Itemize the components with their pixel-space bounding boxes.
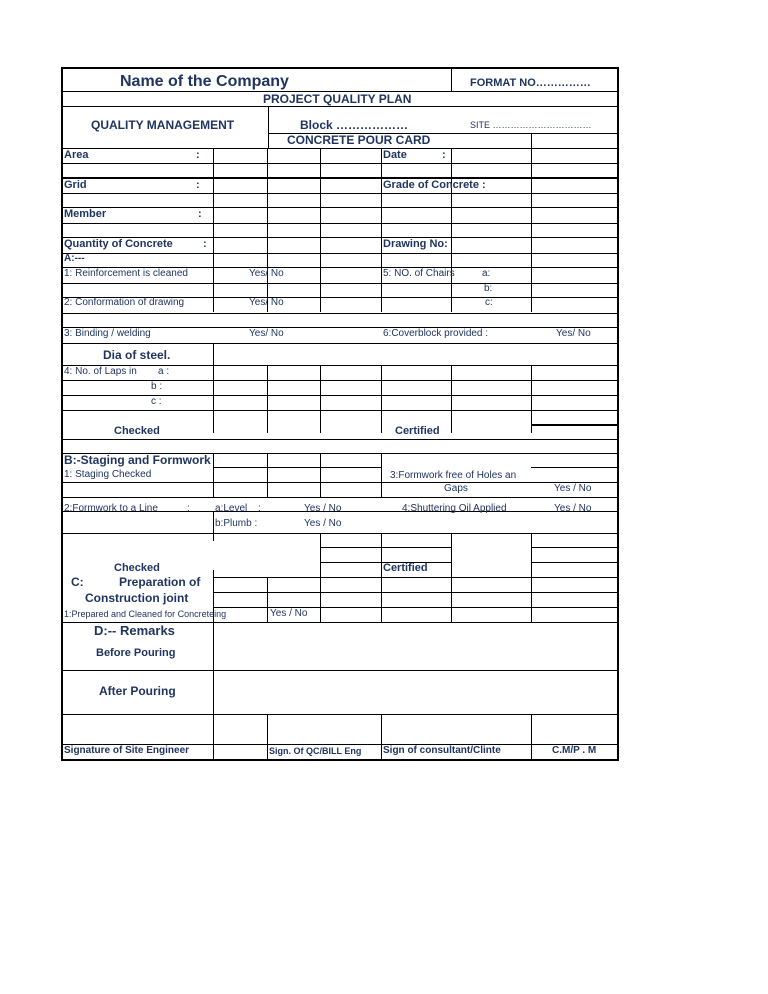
conformation-answer: Yes/ No: [249, 297, 284, 308]
vline: [213, 622, 214, 760]
vline: [451, 67, 452, 91]
section-d-title: D:-- Remarks: [94, 623, 175, 638]
hline: [61, 223, 619, 224]
section-c-title: C:: [71, 575, 84, 589]
vline: [320, 453, 321, 497]
level-label: a:Level: [215, 503, 248, 514]
site-engineer-signature: Signature of Site Engineer: [64, 745, 190, 756]
section-b-certified: Certified: [383, 562, 428, 574]
vline: [213, 148, 214, 312]
hline: [61, 207, 619, 208]
laps-c: c :: [151, 396, 162, 407]
reinforcement-label: 1: Reinforcement is cleaned: [64, 268, 188, 279]
shuttering-oil-label: 4:Shuttering Oil Applied: [402, 503, 507, 514]
drawing-label: Drawing No:: [383, 238, 448, 250]
hline: [61, 106, 619, 107]
area-colon: :: [196, 149, 200, 161]
reinforcement-answer: Yes/ No: [249, 268, 284, 279]
section-c-title-2: Preparation of: [119, 575, 201, 589]
laps-label: 4: No. of Laps in: [64, 366, 137, 377]
hline: [61, 410, 619, 411]
coverblock-answer: Yes/ No: [556, 328, 591, 339]
vline: [531, 714, 532, 760]
level-answer: Yes / No: [304, 503, 342, 514]
hline: [61, 482, 451, 483]
level-colon: :: [258, 503, 261, 514]
after-pouring-label: After Pouring: [99, 684, 176, 698]
vline: [267, 148, 268, 312]
vline: [451, 148, 452, 312]
prepared-answer: Yes / No: [270, 608, 308, 619]
plumb-label: b:Plumb :: [215, 518, 258, 529]
hline: [320, 547, 451, 548]
vline: [268, 106, 269, 148]
section-c-title-3: Construction joint: [85, 591, 189, 605]
laps-a: a :: [158, 366, 170, 377]
cmpm-signature: C.M/P . M: [552, 745, 597, 756]
hline: [61, 439, 619, 440]
chairs-a: a:: [482, 268, 491, 279]
vline: [320, 533, 321, 622]
formwork-line-label: 2:Formwork to a Line: [64, 503, 158, 514]
hline: [61, 395, 619, 396]
before-pouring-label: Before Pouring: [96, 647, 176, 659]
vline: [381, 714, 382, 760]
quantity-colon: :: [203, 238, 207, 250]
company-name: Name of the Company: [120, 73, 289, 90]
border-right: [617, 67, 619, 761]
laps-b: b :: [151, 381, 163, 392]
concrete-pour-card-form: [61, 67, 619, 761]
card-title: CONCRETE POUR CARD: [287, 133, 431, 147]
section-b-checked: Checked: [114, 562, 160, 574]
binding-answer: Yes/ No: [249, 328, 284, 339]
dia-steel-label: Dia of steel.: [103, 348, 171, 362]
binding-label: 3: Binding / welding: [64, 328, 151, 339]
vline: [381, 148, 382, 312]
border-left: [61, 67, 63, 761]
vline: [531, 533, 532, 622]
vline: [213, 511, 214, 541]
vline: [451, 365, 452, 433]
hline: [213, 592, 619, 593]
vline: [267, 365, 268, 433]
hline: [451, 482, 619, 483]
vline: [381, 365, 382, 433]
grid-colon: :: [196, 179, 200, 191]
border-top: [61, 67, 619, 69]
hline: [61, 380, 619, 381]
vline: [267, 714, 268, 760]
hline: [61, 313, 619, 314]
section-a-checked: Checked: [114, 425, 160, 437]
hline: [61, 177, 619, 179]
quality-management: QUALITY MANAGEMENT: [91, 118, 235, 132]
grade-label: Grade of Concrete :: [383, 179, 486, 191]
vline: [267, 453, 268, 497]
hline: [61, 365, 619, 366]
vline: [320, 365, 321, 433]
hline: [213, 467, 381, 468]
formwork-holes-label-2: Gaps: [444, 483, 468, 494]
vline: [531, 148, 532, 312]
hline: [61, 148, 619, 149]
hline: [61, 253, 619, 254]
border-bottom: [61, 759, 619, 761]
member-label: Member: [64, 208, 107, 220]
hline: [531, 467, 619, 468]
vline: [213, 453, 214, 497]
conformation-label: 2: Conformation of drawing: [64, 297, 185, 308]
member-colon: :: [198, 208, 202, 220]
chairs-label: 5: NO. of Chairs: [383, 268, 455, 279]
block-label: Block ………………: [300, 118, 409, 132]
hline: [213, 577, 619, 578]
hline: [61, 163, 619, 164]
hline: [61, 670, 619, 671]
hline: [531, 547, 619, 548]
quantity-label: Quantity of Concrete: [64, 238, 173, 250]
area-label: Area: [64, 149, 89, 161]
site-label: SITE ……………………………: [470, 120, 592, 130]
hline: [531, 562, 619, 563]
hline: [61, 193, 619, 194]
hline: [61, 343, 619, 344]
vline: [213, 343, 214, 433]
vline: [381, 453, 382, 497]
chairs-c: c:: [485, 297, 493, 308]
grid-label: Grid: [64, 179, 87, 191]
vline: [531, 133, 532, 148]
hline: [61, 714, 619, 715]
section-a-certified: Certified: [395, 425, 440, 437]
section-b-title: B:-Staging and Formwork: [64, 453, 211, 467]
plan-title: PROJECT QUALITY PLAN: [263, 92, 412, 106]
vline: [320, 148, 321, 312]
vline: [531, 365, 532, 433]
hline: [531, 424, 619, 426]
section-a-title: A:---: [64, 253, 85, 264]
consultant-signature: Sign of consultant/Clinte: [383, 745, 501, 756]
date-colon: :: [442, 149, 446, 161]
staging-label: 1: Staging Checked: [64, 469, 152, 480]
formwork-holes-answer: Yes / No: [554, 483, 592, 494]
vline: [267, 577, 268, 622]
prepared-label: 1:Prepared and Cleaned for Concreteing: [64, 609, 227, 619]
hline: [61, 533, 619, 534]
formwork-holes-label: 3:Formwork free of Holes an: [390, 470, 517, 481]
plumb-answer: Yes / No: [304, 518, 342, 529]
vline: [381, 533, 382, 622]
chairs-b: b:: [484, 283, 493, 294]
vline: [451, 533, 452, 622]
hline: [61, 283, 619, 284]
hline: [61, 497, 619, 498]
date-label: Date: [383, 149, 407, 161]
coverblock-label: 6:Coverblock provided :: [383, 328, 489, 339]
format-no: FORMAT NO……………: [470, 77, 591, 89]
shuttering-oil-answer: Yes / No: [554, 503, 592, 514]
formwork-line-colon: :: [187, 503, 190, 514]
qc-signature: Sign. Of QC/BILL Eng: [269, 746, 362, 756]
